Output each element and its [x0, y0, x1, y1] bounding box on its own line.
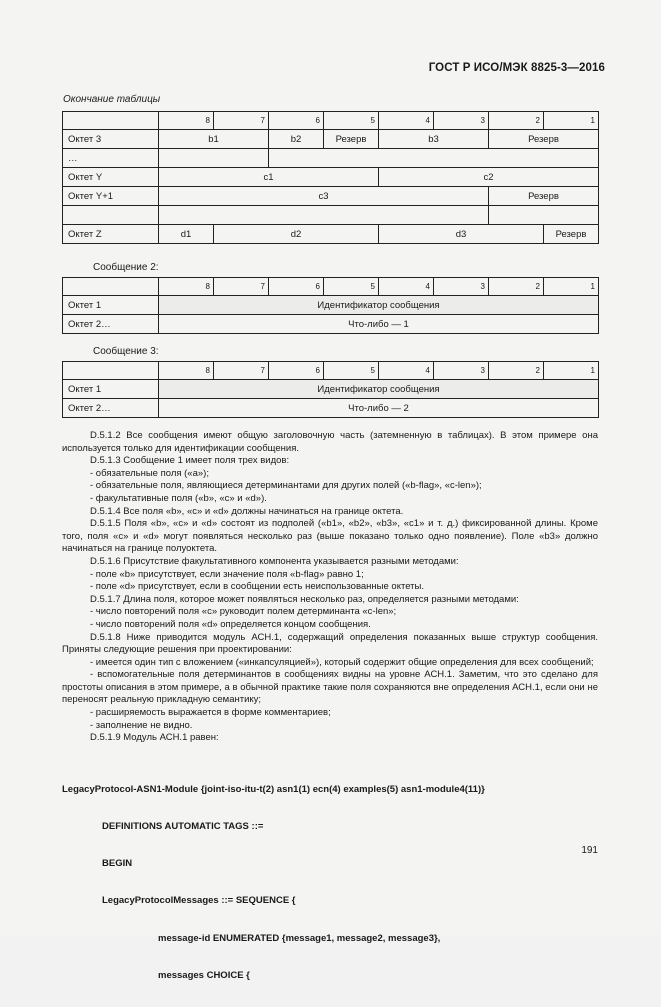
octet-label: Октет Z — [63, 225, 159, 244]
octet-label: Октет 1 — [63, 380, 159, 399]
paragraph: D.5.1.8 Ниже приводится модуль АСН.1, содержащий определения показанных выше структур сообщения. Приняты следующие решения при проектировании: — [62, 631, 598, 656]
list-item: - заполнение не видно. — [90, 719, 193, 731]
bit-8: 8 — [159, 112, 214, 130]
bit-4: 4 — [379, 112, 434, 130]
list-item: - факультативные поля («b», «c» и «d»). — [90, 492, 267, 504]
bit-4: 4 — [379, 362, 434, 380]
bit-2: 2 — [489, 278, 544, 296]
list-item: - число повторений поля «d» определяется концом сообщения. — [90, 618, 371, 630]
row-octet-y — [63, 168, 599, 187]
field-b1: b1 — [159, 130, 269, 149]
bit-header-row — [63, 278, 599, 296]
field-d2: d2 — [214, 225, 379, 244]
row-ellipsis — [63, 149, 599, 168]
bit-5: 5 — [324, 278, 379, 296]
field-anything-2: Что-либо — 2 — [159, 399, 599, 418]
list-item: - имеется один тип с вложением («инкапсуляцией»), который содержит общие определения для всех сообщений; — [90, 656, 594, 668]
row-octet-1 — [63, 296, 599, 315]
field-c2: c2 — [379, 168, 599, 187]
bit-8: 8 — [159, 362, 214, 380]
field-anything-1: Что-либо — 1 — [159, 315, 599, 334]
list-item: - поле «d» присутствует, если в сообщении есть неиспользованные октеты. — [90, 581, 424, 593]
paragraph: D.5.1.4 Все поля «b», «c» и «d» должны начинаться на границе октета. — [90, 505, 404, 517]
row-octet-1 — [63, 380, 599, 399]
table-message1-end — [62, 111, 599, 244]
code-line: message-id ENUMERATED {message1, message2, message3}, — [158, 932, 441, 944]
corner-cell — [63, 362, 159, 380]
field-reserve: Резерв — [489, 187, 599, 206]
code-line: BEGIN — [102, 858, 133, 870]
message2-label: Сообщение 2: — [93, 262, 159, 273]
row-octet-2 — [63, 315, 599, 334]
bit-header-row — [63, 362, 599, 380]
empty-cell — [269, 149, 599, 168]
bit-2: 2 — [489, 362, 544, 380]
bit-5: 5 — [324, 112, 379, 130]
code-line: DEFINITIONS AUTOMATIC TAGS ::= — [102, 821, 264, 833]
bit-5: 5 — [324, 362, 379, 380]
asn1-code-block — [62, 759, 485, 1007]
row-octet-2 — [63, 399, 599, 418]
bit-1: 1 — [544, 278, 599, 296]
table-message2 — [62, 277, 599, 334]
body-text — [62, 430, 598, 745]
list-item: - поле «b» присутствует, если значение поля «b-flag» равно 1; — [90, 568, 364, 580]
paragraph: D.5.1.2 Все сообщения имеют общую заголовочную часть (затемненную в таблицах). В этом примере она используется только для идентификации сообщения. — [62, 430, 598, 454]
bit-7: 7 — [214, 278, 269, 296]
octet-label: Октет Y — [63, 168, 159, 187]
bit-header-row — [63, 112, 599, 130]
page-number: 191 — [581, 845, 598, 856]
octet-label: Октет 3 — [63, 130, 159, 149]
bit-6: 6 — [269, 362, 324, 380]
octet-label: Октет 2… — [63, 315, 159, 334]
field-d1: d1 — [159, 225, 214, 244]
empty-cell — [159, 206, 489, 225]
list-item: - вспомогательные поля детерминантов в сообщениях видны на уровне АСН.1. Заметим, что это сделано для простоты описания в этом примере, а в обычной практике такие поля сохраняются вне определения АСН.1, если они не переносят реальную прикладную семантику; — [62, 669, 598, 706]
field-reserve: Резерв — [544, 225, 599, 244]
field-d3: d3 — [379, 225, 544, 244]
row-ellipsis-2 — [63, 206, 599, 225]
corner-cell — [63, 112, 159, 130]
message3-label: Сообщение 3: — [93, 346, 159, 357]
standard-header: ГОСТ Р ИСО/МЭК 8825-3—2016 — [428, 62, 605, 74]
paragraph: D.5.1.9 Модуль АСН.1 равен: — [90, 732, 219, 744]
bit-6: 6 — [269, 278, 324, 296]
octet-label: Октет 2… — [63, 399, 159, 418]
octet-label: Октет Y+1 — [63, 187, 159, 206]
empty-cell — [489, 206, 599, 225]
table-message3 — [62, 361, 599, 418]
bit-1: 1 — [544, 112, 599, 130]
table-caption: Окончание таблицы — [63, 94, 161, 105]
paragraph: D.5.1.3 Сообщение 1 имеет поля трех видов: — [90, 455, 290, 467]
field-reserve: Резерв — [324, 130, 379, 149]
octet-label: Октет 1 — [63, 296, 159, 315]
bit-3: 3 — [434, 112, 489, 130]
row-octet-3 — [63, 130, 599, 149]
list-item: - обязательные поля, являющиеся детерминантами для других полей («b-flag», «c-len»); — [90, 480, 482, 492]
row-octet-y1 — [63, 187, 599, 206]
field-c3: c3 — [159, 187, 489, 206]
bit-7: 7 — [214, 112, 269, 130]
bit-6: 6 — [269, 112, 324, 130]
paragraph: D.5.1.5 Поля «b», «c» и «d» состоят из подполей («b1», «b2», «b3», «c1» и т. д.) фиксированной длины. Кроме того, поля «c» и «d» могут появляться несколько раз (выше показано только одно появление). Поле «b3» должно начинаться на границе полуоктета. — [62, 518, 598, 555]
list-item: - число повторений поля «c» руководит полем детерминанта «c-len»; — [90, 606, 397, 618]
row-octet-z — [63, 225, 599, 244]
empty-cell — [63, 206, 159, 225]
bit-8: 8 — [159, 278, 214, 296]
field-reserve: Резерв — [489, 130, 599, 149]
list-item: - обязательные поля («a»); — [90, 467, 209, 479]
list-item: - расширяемость выражается в форме комментариев; — [90, 707, 331, 719]
code-line: LegacyProtocol-ASN1-Module {joint-iso-itu-t(2) asn1(1) ecn(4) examples(5) asn1-module4(11)} — [62, 783, 485, 795]
bit-4: 4 — [379, 278, 434, 296]
field-c1: c1 — [159, 168, 379, 187]
octet-label: … — [63, 149, 159, 168]
bit-1: 1 — [544, 362, 599, 380]
field-b2: b2 — [269, 130, 324, 149]
field-b3: b3 — [379, 130, 489, 149]
corner-cell — [63, 278, 159, 296]
bit-7: 7 — [214, 362, 269, 380]
bit-2: 2 — [489, 112, 544, 130]
bit-3: 3 — [434, 278, 489, 296]
code-line: messages CHOICE { — [158, 969, 250, 981]
code-line: LegacyProtocolMessages ::= SEQUENCE { — [102, 895, 296, 907]
paragraph: D.5.1.6 Присутствие факультативного компонента указывается разными методами: — [90, 555, 459, 567]
field-message-id: Идентификатор сообщения — [159, 380, 599, 399]
paragraph: D.5.1.7 Длина поля, которое может появляться несколько раз, определяется разными методами: — [90, 593, 519, 605]
empty-cell — [159, 149, 269, 168]
field-message-id: Идентификатор сообщения — [159, 296, 599, 315]
bit-3: 3 — [434, 362, 489, 380]
